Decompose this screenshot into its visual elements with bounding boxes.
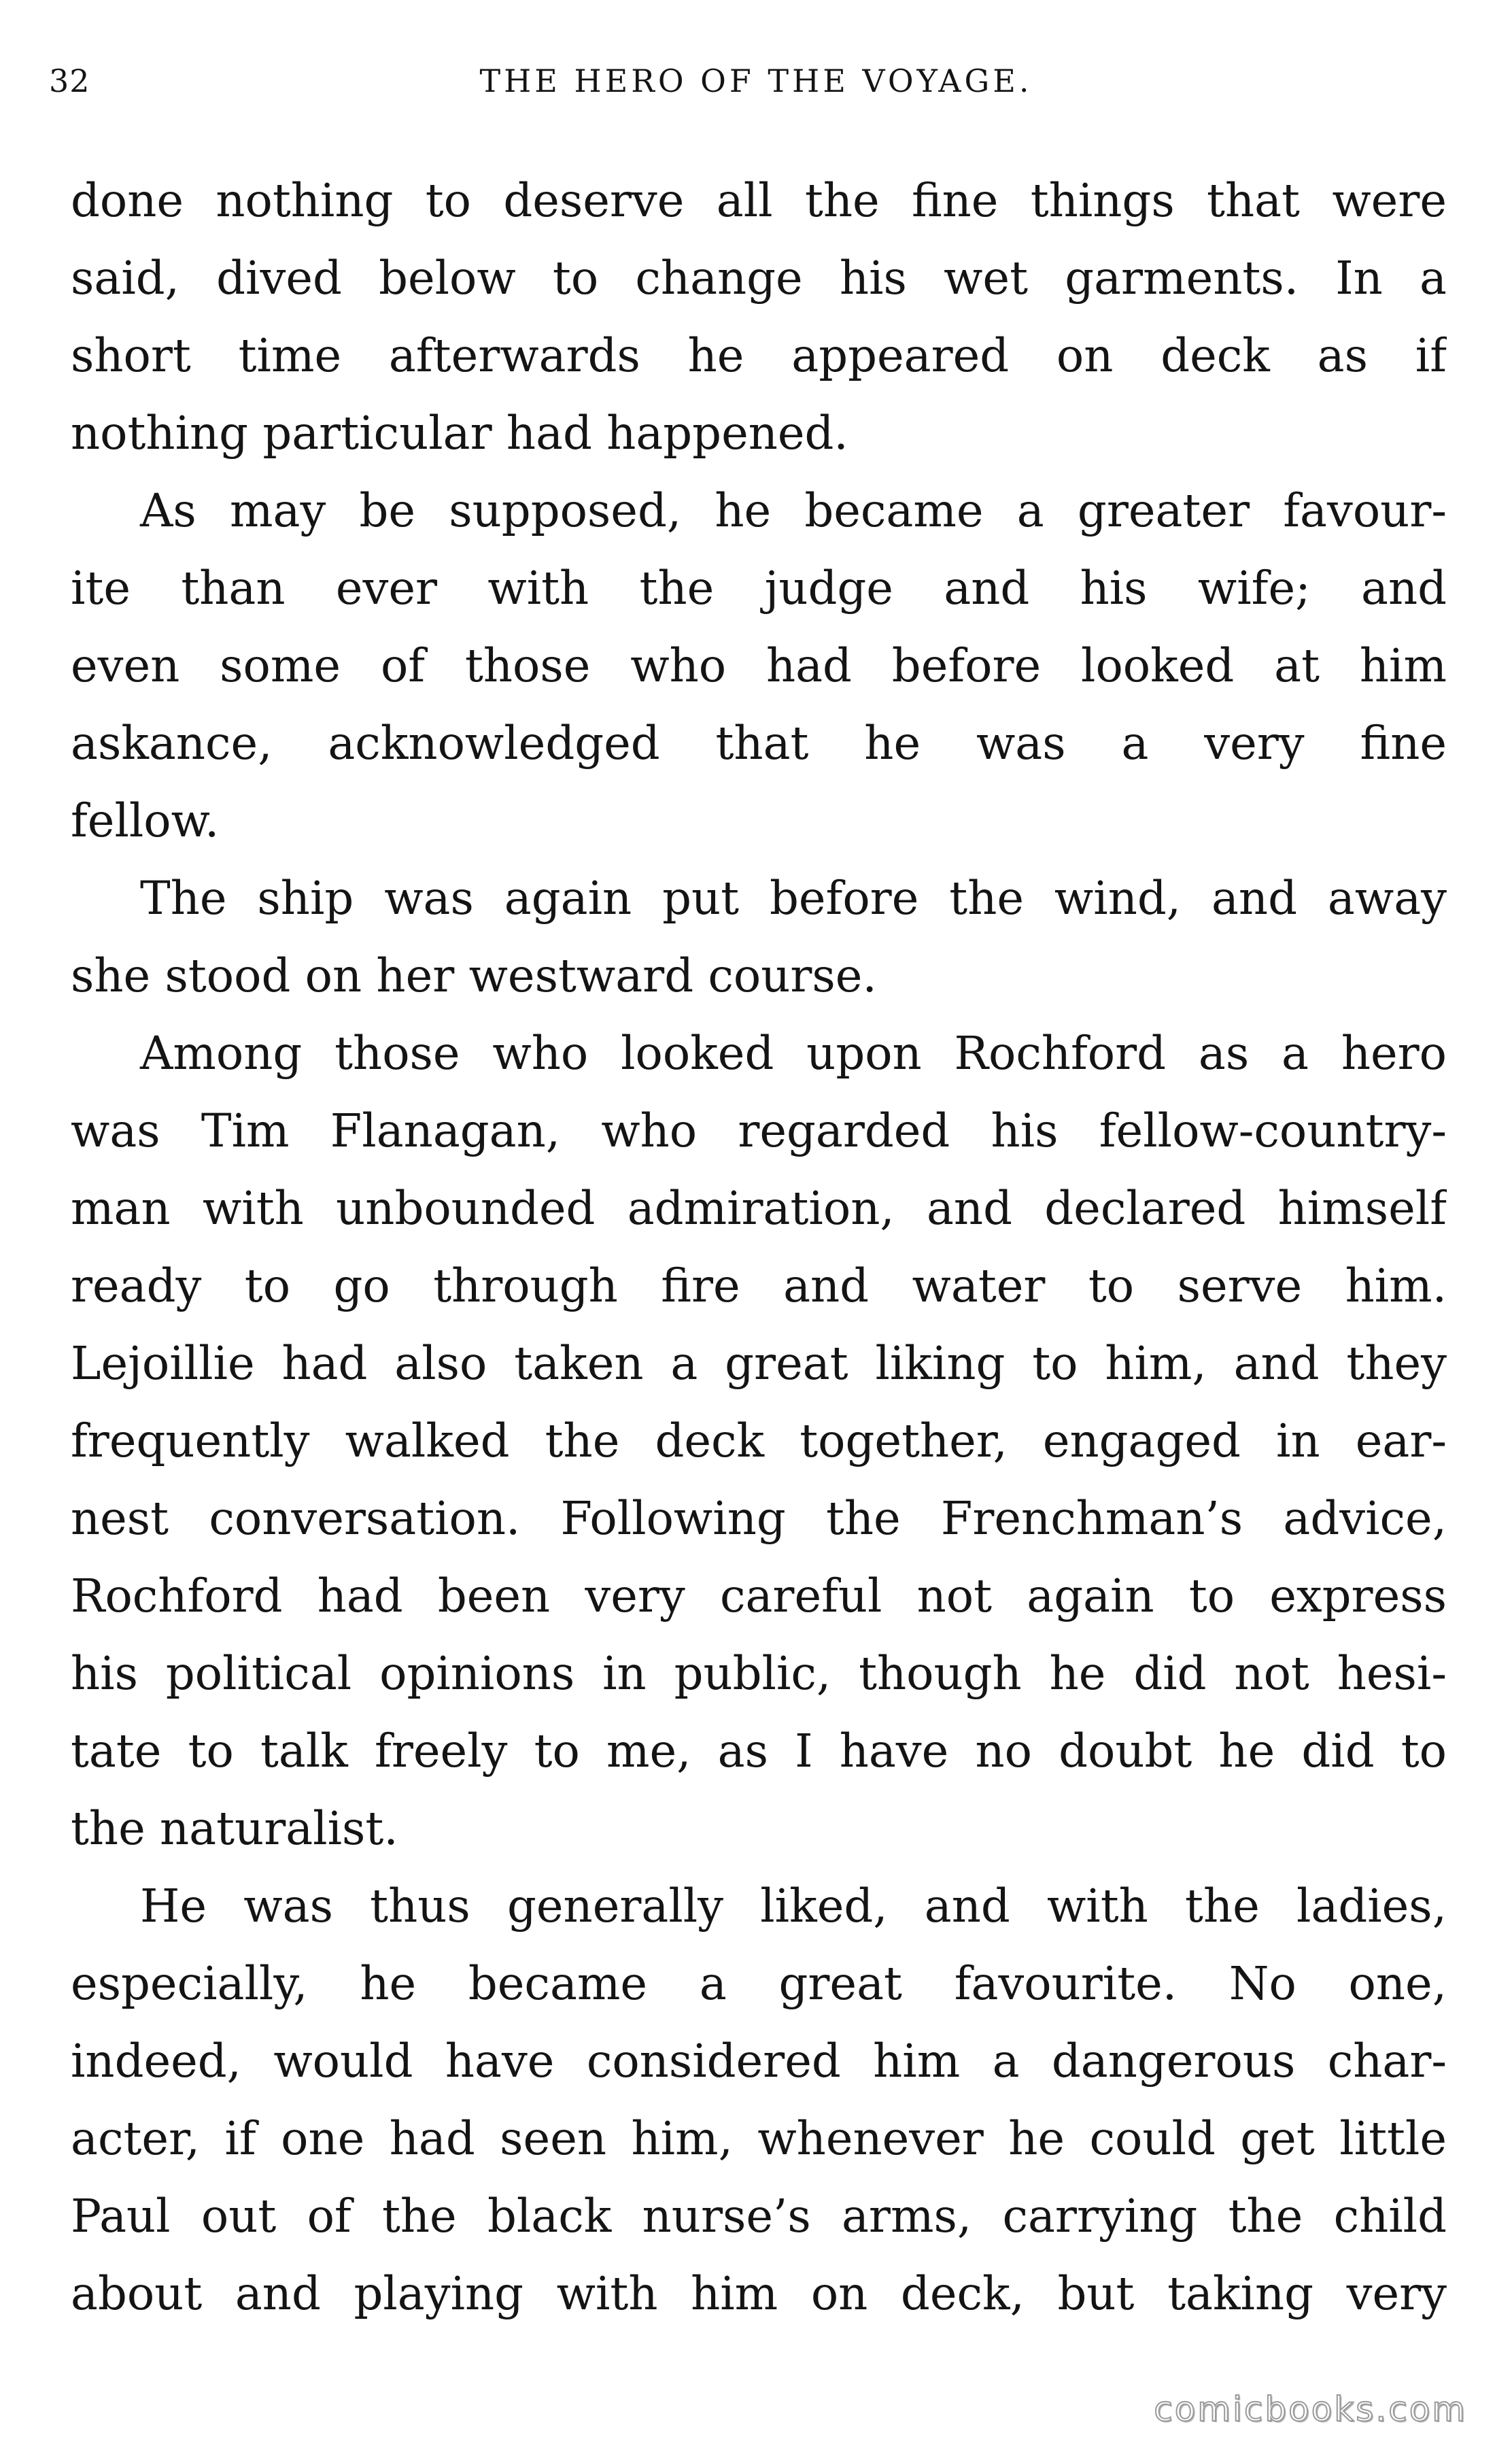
- page-number: 32: [49, 63, 90, 99]
- text-line: done nothing to deserve all the fine things that were: [71, 174, 1447, 227]
- text-line: indeed, would have considered him a dangerous char-: [71, 2035, 1447, 2088]
- text-line: man with unbounded admiration, and declared himself: [71, 1182, 1447, 1235]
- watermark: comicbooks.com: [1154, 2390, 1467, 2429]
- text-line: fellow.: [71, 794, 220, 847]
- text-line: He was thus generally liked, and with the ladies,: [140, 1880, 1447, 1933]
- text-line: tate to talk freely to me, as I have no doubt he did to: [71, 1724, 1447, 1778]
- text-line: ite than ever with the judge and his wife; and: [71, 562, 1447, 615]
- text-line: acter, if one had seen him, whenever he could get little: [71, 2112, 1447, 2165]
- text-line: Rochford had been very careful not again to express: [71, 1569, 1447, 1622]
- text-line: even some of those who had before looked at him: [71, 639, 1447, 692]
- text-line: said, dived below to change his wet garments. In a: [71, 252, 1447, 305]
- text-line: was Tim Flanagan, who regarded his fellow-country-: [71, 1104, 1447, 1157]
- text-line: frequently walked the deck together, engaged in ear-: [71, 1414, 1447, 1467]
- text-line: Among those who looked upon Rochford as a hero: [140, 1027, 1447, 1080]
- text-line: As may be supposed, he became a greater favour-: [140, 484, 1447, 537]
- text-line: askance, acknowledged that he was a very fine: [71, 717, 1447, 770]
- text-line: the naturalist.: [71, 1802, 398, 1855]
- text-line: The ship was again put before the wind, and away: [140, 872, 1447, 925]
- text-line: nest conversation. Following the Frenchman’s advice,: [71, 1492, 1447, 1545]
- running-head: THE HERO OF THE VOYAGE.: [479, 63, 1033, 99]
- text-line: short time afterwards he appeared on deck as if: [71, 329, 1447, 382]
- text-line: his political opinions in public, though he did not hesi-: [71, 1647, 1447, 1700]
- text-line: ready to go through fire and water to serve him.: [71, 1259, 1447, 1312]
- text-line: about and playing with him on deck, but taking very: [71, 2267, 1447, 2320]
- text-line: she stood on her westward course.: [71, 949, 877, 1002]
- text-line: nothing particular had happened.: [71, 407, 848, 460]
- text-line: Paul out of the black nurse’s arms, carrying the child: [71, 2190, 1447, 2243]
- text-line: especially, he became a great favourite. No one,: [71, 1957, 1447, 2010]
- text-line: Lejoillie had also taken a great liking to him, and they: [71, 1337, 1447, 1390]
- body-text: [71, 162, 1447, 2332]
